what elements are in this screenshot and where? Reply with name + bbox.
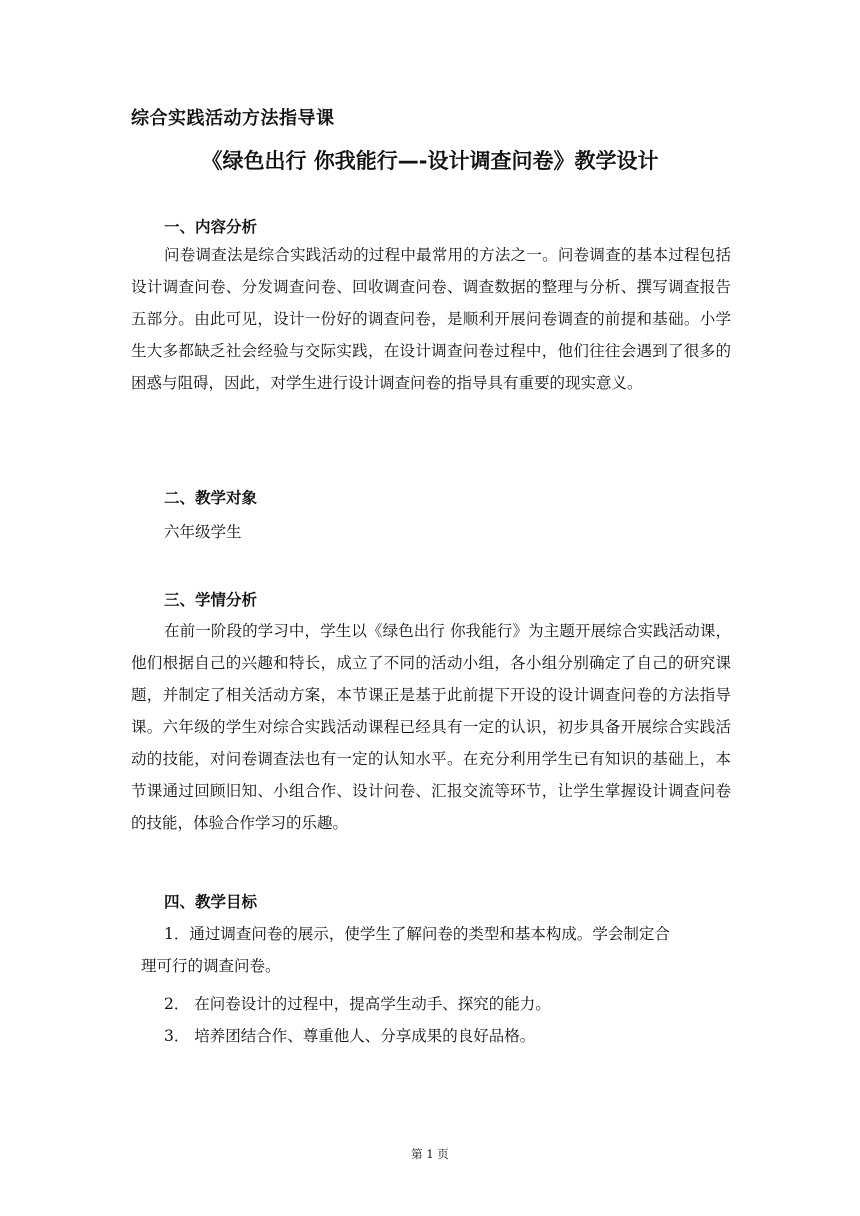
section-heading-audience: 二、教学对象: [164, 489, 258, 507]
page-number-footer: 第 1 页: [411, 1147, 449, 1161]
section-body-learner-analysis: 在前一阶段的学习中，学生以《绿色出行 你我能行》为主题开展综合实践活动课，他们根据自己的兴趣和特长，成立了不同的活动小组，各小组分别确定了自己的研究课题，并制定了相关活动方案，本节课正是基于此前提下开设的设计调查问卷的方法指导课。六年级的学生对综合实践活动课程已经具有一定的认识，初步具备开展综合实践活动的技能，对问卷调查法也有一定的认知水平。在充分利用学生已有知识的基础上，本节课通过回顾旧知、小组合作、设计问卷、汇报交流等环节，让学生掌握设计调查问卷的技能，体验合作学习的乐趣。: [131, 622, 731, 832]
objective-item-1-line1: 1．通过调查问卷的展示，使学生了解问卷的类型和基本构成。学会制定合: [164, 925, 670, 943]
section-heading-content-analysis: 一、内容分析: [164, 218, 258, 236]
section-heading-learner-analysis: 三、学情分析: [164, 591, 258, 609]
document-kicker: 综合实践活动方法指导课: [131, 108, 335, 129]
section-body-audience: 六年级学生: [164, 523, 242, 541]
objective-item-2: 2． 在问卷设计的过程中，提高学生动手、探究的能力。: [164, 995, 551, 1013]
document-title: 《绿色出行 你我能行—-设计调查问卷》教学设计: [201, 149, 659, 173]
objective-item-1: [131, 918, 731, 982]
section-heading-objectives: 四、教学目标: [164, 893, 258, 911]
objective-item-3: 3． 培养团结合作、尊重他人、分享成果的良好品格。: [164, 1027, 536, 1045]
objective-item-1-line2: 理可行的调查问卷。: [141, 957, 281, 975]
section-body-content-analysis: 问卷调查法是综合实践活动的过程中最常用的方法之一。问卷调查的基本过程包括设计调查问卷、分发调查问卷、回收调查问卷、调查数据的整理与分析、撰写调查报告五部分。由此可见，设计一份好的调查问卷，是顺利开展问卷调查的前提和基础。小学生大多都缺乏社会经验与交际实践，在设计调查问卷过程中，他们往往会遇到了很多的困惑与阻碍，因此，对学生进行设计调查问卷的指导具有重要的现实意义。: [131, 246, 731, 392]
